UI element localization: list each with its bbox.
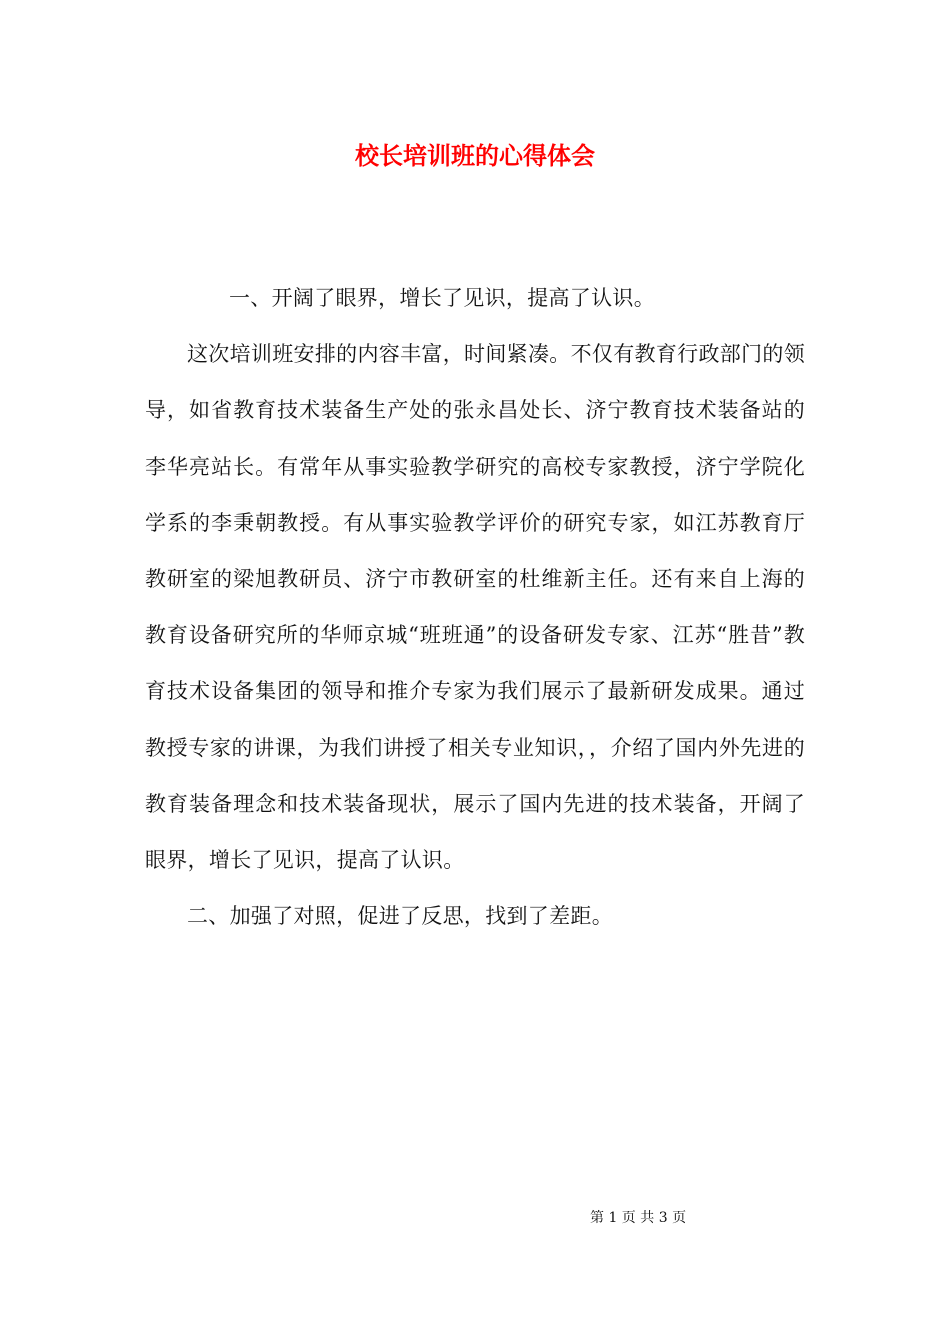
page-number-footer: 第 1 页 共 3 页 xyxy=(590,1210,687,1226)
document-title: 校长培训班的心得体会 xyxy=(355,141,595,170)
body-paragraph: 这次培训班安排的内容丰富，时间紧凑。不仅有教育行政部门的领导，如省教育技术装备生产处的张永昌处长、济宁教育技术装备站的李华亮站长。有常年从事实验教学研究的高校专家教授，济宁学院化学系的李秉朝教授。有从事实验教学评价的研究专家，如江苏教育厅教研室的梁旭教研员、济宁市教研室的杜维新主任。还有来自上海的教育设备研究所的华师京城“班班通”的设备研发专家、江苏“胜昔”教育技术设备集团的领导和推介专家为我们展示了最新研发成果。通过教授专家的讲课，为我们讲授了相关专业知识，，介绍了国内外先进的教育装备理念和技术装备现状，展示了国内先进的技术装备，开阔了眼界，增长了见识，提高了认识。 xyxy=(145,342,805,873)
section-heading-2: 二、加强了对照，促进了反思，找到了差距。 xyxy=(187,904,613,929)
section-heading-1: 一、开阔了眼界，增长了见识，提高了认识。 xyxy=(229,286,655,310)
document-body xyxy=(145,270,805,944)
